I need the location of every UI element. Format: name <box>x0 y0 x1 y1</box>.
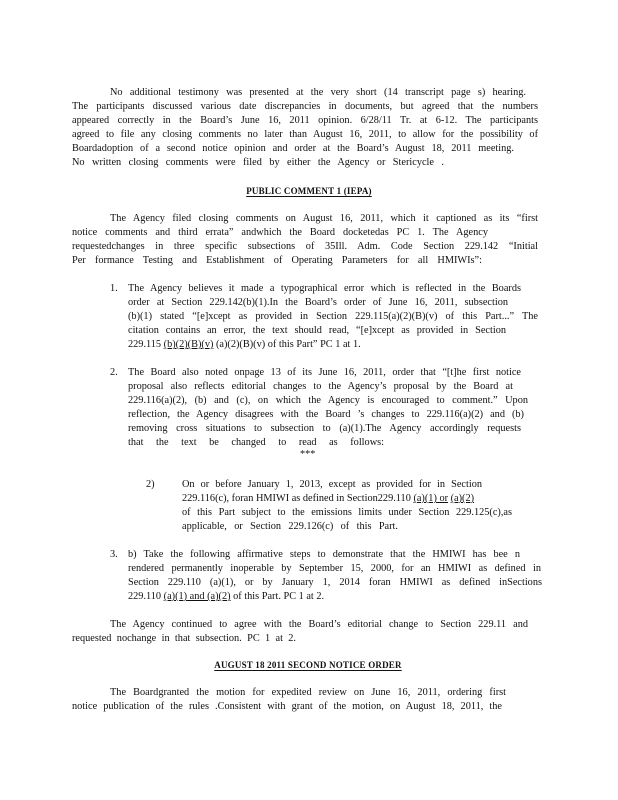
text-line: b) Take the following affirmative steps to demonstrate that the HMIWI has bee n <box>128 549 520 560</box>
text-line: On or before January 1, 2013, except as provided for in Section <box>182 479 482 490</box>
text-line: The participants discussed various date discrepancies in documents, but agreed that the numbers <box>72 101 538 112</box>
text-line: rendered permanently inoperable by September 15, 2000, for an HMIWI as defined in <box>128 563 541 574</box>
text-line: citation contains an error, the text should read, “[e]xcept as provided in Section <box>128 325 506 336</box>
list-number: 2. <box>110 367 118 378</box>
text-line: proposal also reflects editorial changes to the Agency’s proposal by the Board at <box>128 381 513 392</box>
text-line: applicable, or Section 229.126(c) of this Part. <box>182 521 398 532</box>
ellipsis-stars: *** <box>300 449 316 460</box>
text-line: order at Section 229.142(b)(1).In the Board’s order of June 16, 2011, subsection <box>128 297 508 308</box>
underlined-citation: (a)(1) or <box>413 493 449 504</box>
text-line: notice comments and third errata” andwhich the Board docketedas PC 1. The Agency <box>72 227 488 238</box>
text-line: The Agency believes it made a typographical error which is reflected in the Boards <box>128 283 521 294</box>
text-line: (b)(1) stated “[e]xcept as provided in Section 229.115(a)(2)(B)(v) of this Part...” The <box>128 311 538 322</box>
text-line: 229.110 (a)(1) and (a)(2) of this Part. PC 1 at 2. <box>128 591 325 602</box>
list-number: 3. <box>110 549 118 560</box>
text-line: The Board also noted onpage 13 of its June 16, 2011, order that “[t]he first notice <box>128 367 521 378</box>
text-line: appeared correctly in the Board’s June 16, 2011 opinion. 6/28/11 Tr. at 6-12. The participants <box>72 115 538 126</box>
list-number: 2) <box>146 479 155 490</box>
text-line: that the text be changed to read as follows: <box>128 437 384 448</box>
underlined-citation: (b)(2)(B)(v) <box>163 339 214 350</box>
text-line: Section 229.110 (a)(1), or by January 1, 2014 foran HMIWI as defined inSections <box>128 577 542 588</box>
text-line: No additional testimony was presented at the very short (14 transcript page s) hearing. <box>110 87 526 98</box>
text-line: 229.115 (b)(2)(B)(v) (a)(2)(B)(v) of this Part” PC 1 at 1. <box>128 339 361 350</box>
text-line: Boardadoption of a second notice opinion and order at the Board’s August 18, 2011 meeting. <box>72 143 514 154</box>
text-line: The Agency filed closing comments on August 16, 2011, which it captioned as its “first <box>110 213 538 224</box>
text-line: requested nochange in that subsection. PC 1 at 2. <box>72 633 296 644</box>
text-line: 229.116(c), foran HMIWI as defined in Section229.110 (a)(1) or (a)(2) <box>182 493 475 504</box>
text-line: removing cross situations to subsection to (a)(1).The Agency accordingly requests <box>128 423 521 434</box>
text-line: of this Part subject to the emissions limits under Section 229.125(c),as <box>182 507 512 518</box>
section-heading-second-notice: AUGUST 18 2011 SECOND NOTICE ORDER <box>214 660 402 670</box>
text-line: Per formance Testing and Establishment of Operating Parameters for all HMIWIs”: <box>72 255 482 266</box>
text-line: 229.116(a)(2), (b) and (c), on which the Agency is encouraged to comment.” Upon <box>128 395 528 406</box>
text-line: The Boardgranted the motion for expedited review on June 16, 2011, ordering first <box>110 687 506 698</box>
list-number: 1. <box>110 283 118 294</box>
text-line: notice publication of the rules .Consistent with grant of the motion, on August 18, 2011, the <box>72 701 502 712</box>
text-line: agreed to file any closing comments no later than August 16, 2011, to allow for the possibility of <box>72 129 538 140</box>
underlined-citation: (a)(1) and (a)(2) <box>163 591 231 602</box>
section-heading-public-comment: PUBLIC COMMENT 1 (IEPA) <box>246 186 372 196</box>
text-line: requestedchanges in three specific subsections of 35Ill. Adm. Code Section 229.142 “Initial <box>72 241 538 252</box>
text-line: No written closing comments were filed by either the Agency or Stericycle . <box>72 157 444 168</box>
text-line: The Agency continued to agree with the Board’s editorial change to Section 229.11 and <box>110 619 528 630</box>
underlined-citation: (a)(2) <box>450 493 475 504</box>
text-line: reflection, the Agency disagrees with the Board ’s changes to 229.116(a)(2) and (b) <box>128 409 524 420</box>
